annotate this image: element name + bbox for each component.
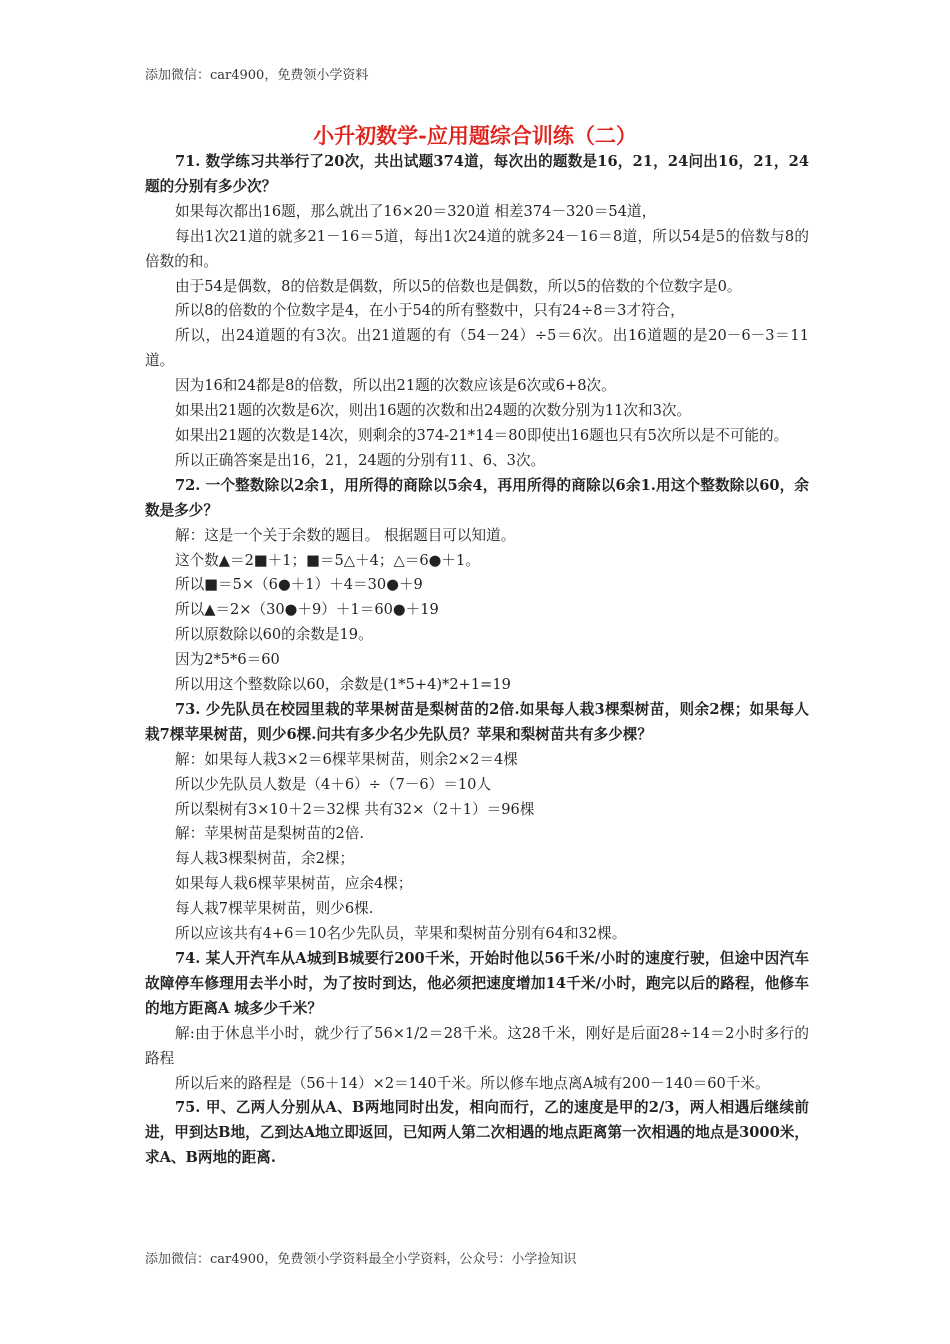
answer-paragraph: 所以▲＝2×（30●＋9）＋1＝60●＋19 [175, 601, 439, 619]
answer-paragraph: 所以8的倍数的个位数字是4，在小于54的所有整数中，只有24÷8＝3才符合， [175, 302, 685, 320]
answer-paragraph: 所以，出24道题的有3次。出21道题的有（54－24）÷5＝6次。出16道题的是20－6－3＝11道。 [145, 327, 809, 370]
answer-paragraph: 如果出21题的次数是6次，则出16题的次数和出24题的次数分别为11次和3次。 [175, 402, 692, 420]
answer-paragraph: 所以后来的路程是（56＋14）×2＝140千米。所以修车地点离A城有200－140＝60千米。 [175, 1074, 770, 1092]
answer-paragraph: 所以少先队员人数是（4＋6）÷（7－6）＝10人 [175, 775, 492, 793]
answer-paragraph: 所以用这个整数除以60，余数是(1*5+4)*2+1=19 [175, 676, 511, 694]
answer-paragraph: 如果出21题的次数是14次，则剩余的374-21*14＝80即使出16题也只有5次所以是不可能的。 [175, 426, 789, 444]
answer-paragraph: 每人栽7棵苹果树苗，则少6棵. [175, 900, 374, 918]
answer-paragraph: 所以正确答案是出16，21，24题的分别有11、6、3次。 [175, 451, 546, 469]
answer-paragraph: 如果每人栽6棵苹果树苗，应余4棵； [175, 875, 413, 893]
page-header-note: 添加微信：car4900，免费领小学资料 [145, 68, 369, 83]
answer-paragraph: 如果每次都出16题，那么就出了16×20＝320道 相差374－320＝54道， [175, 202, 657, 220]
answer-paragraph: 解：这是一个关于余数的题目。 根据题目可以知道。 [175, 526, 516, 544]
answer-paragraph: 这个数▲＝2■＋1；■＝5△＋4；△＝6●＋1。 [175, 551, 480, 569]
answer-paragraph: 所以原数除以60的余数是19。 [175, 626, 373, 644]
answer-paragraph: 由于54是偶数，8的倍数是偶数，所以5的倍数也是偶数，所以5的倍数的个位数字是0。 [175, 277, 742, 295]
answer-paragraph: 所以■＝5×（6●＋1）＋4＝30●＋9 [175, 576, 423, 594]
question-paragraph: 75. 甲、乙两人分别从A、B两地同时出发，相向而行，乙的速度是甲的2/3，两人相遇后继续前进，甲到达B地，乙到达A地立即返回，已知两人第二次相遇的地点距离第一次相遇的地点是3000米，求A、B两地的距离. [145, 1099, 809, 1167]
question-paragraph: 74. 某人开汽车从A城到B城要行200千米，开始时他以56千米/小时的速度行驶，但途中因汽车故障停车修理用去半小时，为了按时到达，他必须把速度增加14千米/小时，跑完以后的路程，他修车的地方距离A 城多少千米？ [145, 950, 809, 1017]
question-paragraph: 71. 数学练习共举行了20次，共出试题374道，每次出的题数是16，21，24问出16，21，24题的分别有多少次？ [145, 153, 809, 195]
question-paragraph: 73. 少先队员在校园里栽的苹果树苗是梨树苗的2倍.如果每人栽3棵梨树苗，则余2棵；如果每人栽7棵苹果树苗，则少6棵.问共有多少名少先队员？苹果和梨树苗共有多少棵？ [145, 700, 809, 743]
answer-paragraph: 因为16和24都是8的倍数，所以出21题的次数应该是6次或6+8次。 [175, 377, 616, 395]
document-title: 小升初数学-应用题综合训练（二） [313, 123, 637, 148]
answer-paragraph: 所以应该共有4+6＝10名少先队员，苹果和梨树苗分别有64和32棵。 [175, 925, 627, 943]
answer-paragraph: 解：苹果树苗是梨树苗的2倍. [175, 825, 365, 843]
answer-paragraph: 每出1次21道的就多21－16＝5道，每出1次24道的就多24－16＝8道，所以54是5的倍数与8的倍数的和。 [145, 227, 809, 270]
answer-paragraph: 解：如果每人栽3×2＝6棵苹果树苗，则余2×2＝4棵 [175, 750, 518, 768]
answer-paragraph: 每人栽3棵梨树苗，余2棵； [175, 850, 355, 868]
answer-paragraph: 因为2*5*6＝60 [175, 651, 280, 669]
question-paragraph: 72. 一个整数除以2余1，用所得的商除以5余4，再用所得的商除以6余1.用这个整数除以60，余数是多少？ [145, 476, 809, 519]
document-body [145, 150, 809, 1171]
answer-paragraph: 所以梨树有3×10＋2＝32棵 共有32×（2＋1）＝96棵 [175, 800, 535, 818]
answer-paragraph: 解:由于休息半小时，就少行了56×1/2＝28千米。这28千米，刚好是后面28÷14＝2小时多行的路程 [145, 1024, 809, 1067]
page-footer-note: 添加微信：car4900，免费领小学资料最全小学资料，公众号：小学捡知识 [145, 1252, 577, 1267]
